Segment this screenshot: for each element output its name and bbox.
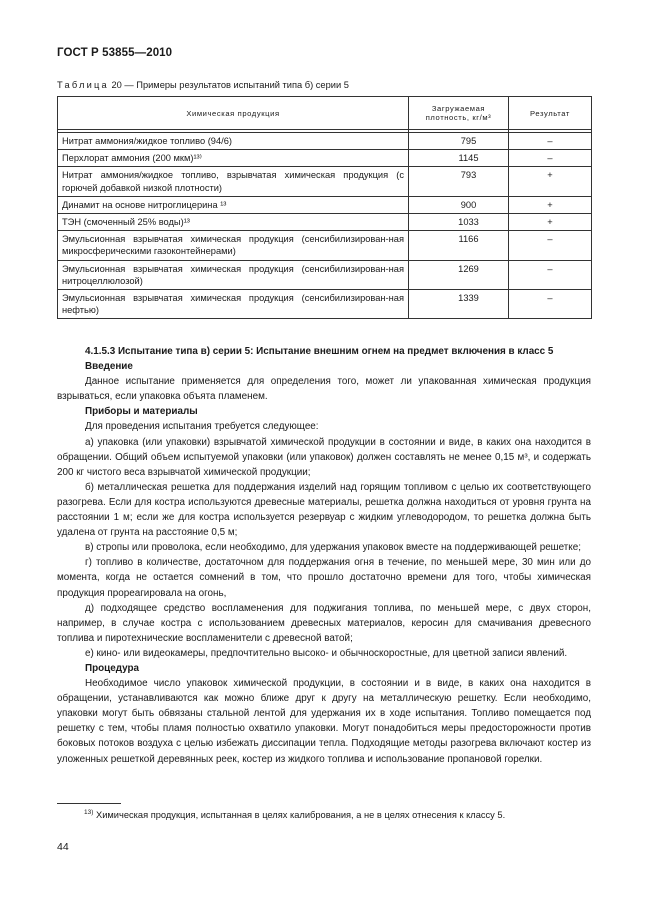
footnote-marker: 13) — [84, 808, 94, 816]
density-value: 793 — [460, 170, 477, 181]
item-a: а) упаковка (или упаковки) взрывчатой химической продукции в состоянии и виде, в каких она находится в обращении. Общий объем испытуемой упаковки (или упаковок) должен составлять не менее 0,15 м³, и содержать 200 кг чистого веса взрывчатой химической продукции; — [57, 436, 591, 478]
product-cell: Эмульсионная взрывчатая химическая продукция (сенсибилизирован-ная нитроцеллюлозой) — [58, 260, 409, 289]
table-row — [58, 231, 592, 260]
product-cell: Эмульсионная взрывчатая химическая продукция (сенсибилизирован-ная микросферическими газоконтейнерами) — [58, 231, 409, 260]
product-cell: Эмульсионная взрывчатая химическая продукция (сенсибилизирован-ная нефтью) — [58, 290, 409, 319]
table-caption-word: Таблица — [57, 80, 109, 90]
column-header-product: Химическая продукция — [58, 97, 409, 130]
page-number: 44 — [57, 841, 69, 853]
density-cell — [409, 196, 509, 213]
density-value: 1339 — [458, 293, 479, 304]
density-cell — [409, 167, 509, 196]
footnote-divider — [57, 803, 121, 804]
density-value: 1033 — [458, 217, 479, 228]
density-value: 1269 — [458, 263, 479, 274]
table-row — [58, 260, 592, 289]
density-cell — [409, 133, 509, 150]
density-value: 1145 — [458, 153, 479, 164]
column-header-density: Загружаемая плотность, кг/м³ — [409, 97, 509, 130]
result-cell: + — [509, 196, 592, 213]
table-row — [58, 290, 592, 319]
result-cell: – — [509, 290, 592, 319]
result-cell: + — [509, 167, 592, 196]
table-row — [58, 150, 592, 167]
result-cell: – — [509, 260, 592, 289]
results-table — [57, 96, 592, 319]
column-header-result: Результат — [509, 97, 592, 130]
materials-title: Приборы и материалы — [85, 406, 198, 418]
standard-header: ГОСТ Р 53855—2010 — [57, 47, 173, 59]
section-heading: 4.1.5.3 Испытание типа в) серии 5: Испытание внешним огнем на предмет включения в класс 5 — [85, 346, 554, 357]
result-cell: – — [509, 133, 592, 150]
intro-text: Данное испытание применяется для определения того, может ли упакованная химическая продукция взрываться, если упаковка объята пламенем. — [57, 376, 591, 403]
density-value: 1166 — [458, 234, 479, 245]
procedure-title: Процедура — [85, 662, 139, 674]
procedure-text: Необходимое число упаковок химической продукции, в состоянии и в виде, в каких она находится в обращении, устанавливаются как можно ближе друг к другу на металлическую решетку. Если необходимо, упаковки могут быть обвязаны стальной лентой для удержания их в ходе испытания. Топливо помещается под решетку с тем, чтобы пламя полностью охватило упаковки. Могут понадобиться меры предосторожности против боковых потоков воздуха с целью избежать диссипации тепла. Подходящие методы разогрева включают костер из уложенных решеткой деревянных реек, костер из жидкого топлива и использование пропановой горелки. — [57, 678, 591, 765]
density-value: 900 — [460, 199, 477, 210]
table-caption-text: 20 — Примеры результатов испытаний типа б) серии 5 — [111, 80, 349, 90]
item-f: е) кино- или видеокамеры, предпочтительно высоко- и обычноскоростные, для цветной записи явлений. — [85, 647, 568, 659]
density-cell — [409, 260, 509, 289]
density-value: 795 — [460, 136, 477, 146]
footnote-text: Химическая продукция, испытанная в целях калибрования, а не в целях отнесения к классу 5. — [96, 810, 506, 820]
item-d: г) топливо в количестве, достаточном для поддержания огня в течение, по меньшей мере, 30 мин или до момента, когда не остается сомнений в том, что прошло достаточно времени для того, чтобы химическая продукция прореагировала на огонь, — [57, 557, 591, 599]
section-body — [57, 344, 591, 767]
product-cell: Нитрат аммония/жидкое топливо, взрывчатая химическая продукция (с горючей добавкой низкой плотности) — [58, 167, 409, 196]
table-row — [58, 167, 592, 196]
table-row — [58, 196, 592, 213]
item-b: б) металлическая решетка для поддержания изделий над горящим топливом с целью их соответствующего разогрева. Если для костра используются древесные материалы, решетка должна находиться от уровня грунта на расстоянии 1 м; если же для костра используется резервуар с жидким углеводородом, то решетка должна быть удалена от грунта на расстояние 0,5 м; — [57, 481, 591, 539]
result-cell: – — [509, 150, 592, 167]
product-cell: ТЭН (смоченный 25% воды)¹³ — [58, 214, 409, 231]
result-cell: + — [509, 214, 592, 231]
density-cell — [409, 150, 509, 167]
product-cell: Перхлорат аммония (200 мкм)¹³⁾ — [58, 150, 409, 167]
product-cell: Нитрат аммония/жидкое топливо (94/6) — [58, 133, 409, 150]
item-e: д) подходящее средство воспламенения для поджигания топлива, по меньшей мере, с двух сторон, например, в случае костра с использованием древесных материалов, керосин для смачивания древесного топлива и пиротехнические воспламенители с древесной ватой; — [57, 602, 591, 644]
table-caption — [57, 80, 349, 90]
item-c: в) стропы или проволока, если необходимо, для удержания упаковок вместе на поддерживающей решетке; — [85, 542, 581, 554]
density-cell — [409, 214, 509, 231]
materials-lead: Для проведения испытания требуется следующее: — [85, 421, 319, 433]
intro-title: Введение — [85, 361, 133, 373]
product-cell: Динамит на основе нитроглицерина ¹³ — [58, 196, 409, 213]
density-cell — [409, 290, 509, 319]
table-row — [58, 133, 592, 150]
footnote — [84, 810, 505, 820]
table-row — [58, 214, 592, 231]
result-cell: – — [509, 231, 592, 260]
density-cell — [409, 231, 509, 260]
